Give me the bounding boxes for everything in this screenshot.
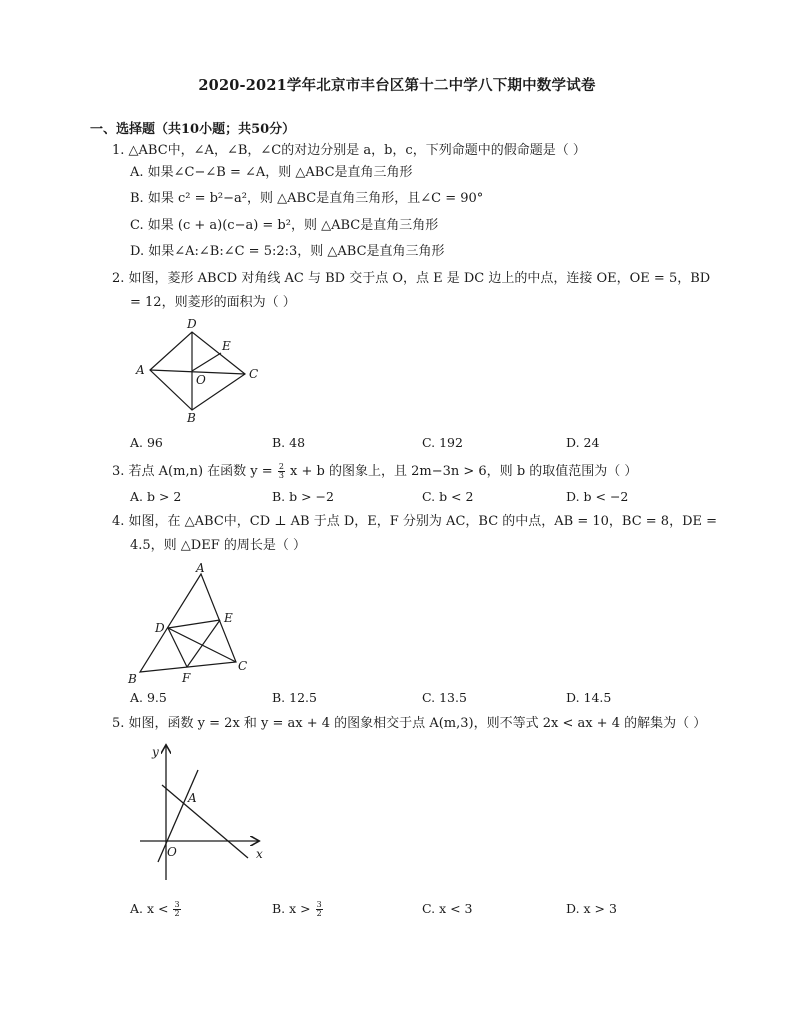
rhombus-figure — [130, 318, 270, 428]
label-b: B — [187, 411, 196, 425]
q3-option-b: B. b > −2 — [272, 489, 334, 504]
q1-option-b: B. 如果 c² = b²−a²，则 △ABC是直角三角形，且∠C = 90° — [130, 191, 484, 206]
q2-option-a: A. 96 — [130, 435, 163, 450]
label-a: A — [188, 791, 197, 805]
function-graph-figure — [140, 740, 275, 885]
q5-option-a-prefix: A. x < — [130, 901, 169, 916]
label-b: B — [128, 672, 137, 686]
q3-stem — [112, 463, 637, 481]
page-title: 2020-2021学年北京市丰台区第十二中学八下期中数学试卷 — [198, 77, 596, 94]
label-y: y — [152, 745, 159, 759]
label-e: E — [224, 611, 233, 625]
q4-option-c: C. 13.5 — [422, 690, 467, 705]
label-a: A — [196, 561, 205, 575]
q5-option-a-fraction — [173, 901, 180, 918]
q2-stem-line2: = 12，则菱形的面积为（ ） — [130, 295, 296, 310]
q5-option-c: C. x < 3 — [422, 901, 473, 916]
q4-option-a: A. 9.5 — [130, 690, 167, 705]
q1-option-d: D. 如果∠A:∠B:∠C = 5:2:3，则 △ABC是直角三角形 — [130, 244, 445, 259]
q1-stem: 1. △ABC中，∠A，∠B，∠C的对边分别是 a，b，c，下列命题中的假命题是（ ） — [112, 143, 586, 158]
q5-option-b — [272, 900, 324, 918]
q5-option-b-frac-den: 2 — [316, 909, 322, 918]
label-d: D — [155, 621, 165, 635]
q2-option-b: B. 48 — [272, 435, 306, 450]
q5-option-b-fraction — [316, 901, 323, 918]
q5-option-a — [130, 900, 182, 918]
q3-frac-num: 2 — [278, 462, 284, 471]
q4-stem-line2: 4.5，则 △DEF 的周长是（ ） — [130, 538, 307, 553]
q5-option-b-prefix: B. x > — [272, 901, 311, 916]
q5-option-a-frac-num: 3 — [174, 900, 180, 909]
q5-option-a-frac-den: 2 — [174, 909, 180, 918]
label-f: F — [182, 671, 191, 685]
q5-option-d: D. x > 3 — [566, 901, 617, 916]
label-o: O — [167, 845, 177, 859]
q3-option-c: C. b < 2 — [422, 489, 474, 504]
q5-stem: 5. 如图，函数 y = 2x 和 y = ax + 4 的图象相交于点 A(m,3)，则不等式 2x < ax + 4 的解集为（ ） — [112, 716, 707, 731]
q4-option-d: D. 14.5 — [566, 690, 612, 705]
q4-stem-line1: 4. 如图，在 △ABC中，CD ⊥ AB 于点 D，E，F 分别为 AC，BC 的中点，AB = 10，BC = 8，DE = — [112, 514, 718, 529]
label-e: E — [222, 339, 231, 353]
q1-option-c: C. 如果 (c + a)(c−a) = b²，则 △ABC是直角三角形 — [130, 218, 439, 233]
triangle-figure — [128, 562, 258, 687]
q5-option-b-frac-num: 3 — [316, 900, 322, 909]
q2-stem-line1: 2. 如图，菱形 ABCD 对角线 AC 与 BD 交于点 O，点 E 是 DC 边上的中点，连接 OE，OE = 5，BD — [112, 271, 711, 286]
q3-frac-den: 3 — [278, 471, 284, 480]
q4-option-b: B. 12.5 — [272, 690, 317, 705]
q2-option-d: D. 24 — [566, 435, 600, 450]
q1-option-a: A. 如果∠C−∠B = ∠A，则 △ABC是直角三角形 — [130, 165, 413, 180]
q3-stem-part1: 3. 若点 A(m,n) 在函数 y = — [112, 464, 273, 479]
section-heading: 一、选择题（共10小题；共50分） — [90, 122, 296, 137]
label-c: C — [249, 367, 259, 381]
q3-option-a: A. b > 2 — [130, 489, 182, 504]
label-o: O — [196, 373, 206, 387]
label-x: x — [256, 847, 263, 861]
q2-option-c: C. 192 — [422, 435, 463, 450]
q3-stem-part2: x + b 的图象上，且 2m−3n > 6，则 b 的取值范围为（ ） — [290, 464, 638, 479]
label-c: C — [238, 659, 248, 673]
label-a: A — [136, 363, 145, 377]
q3-option-d: D. b < −2 — [566, 489, 629, 504]
q3-fraction — [278, 463, 285, 480]
label-d: D — [187, 317, 197, 331]
